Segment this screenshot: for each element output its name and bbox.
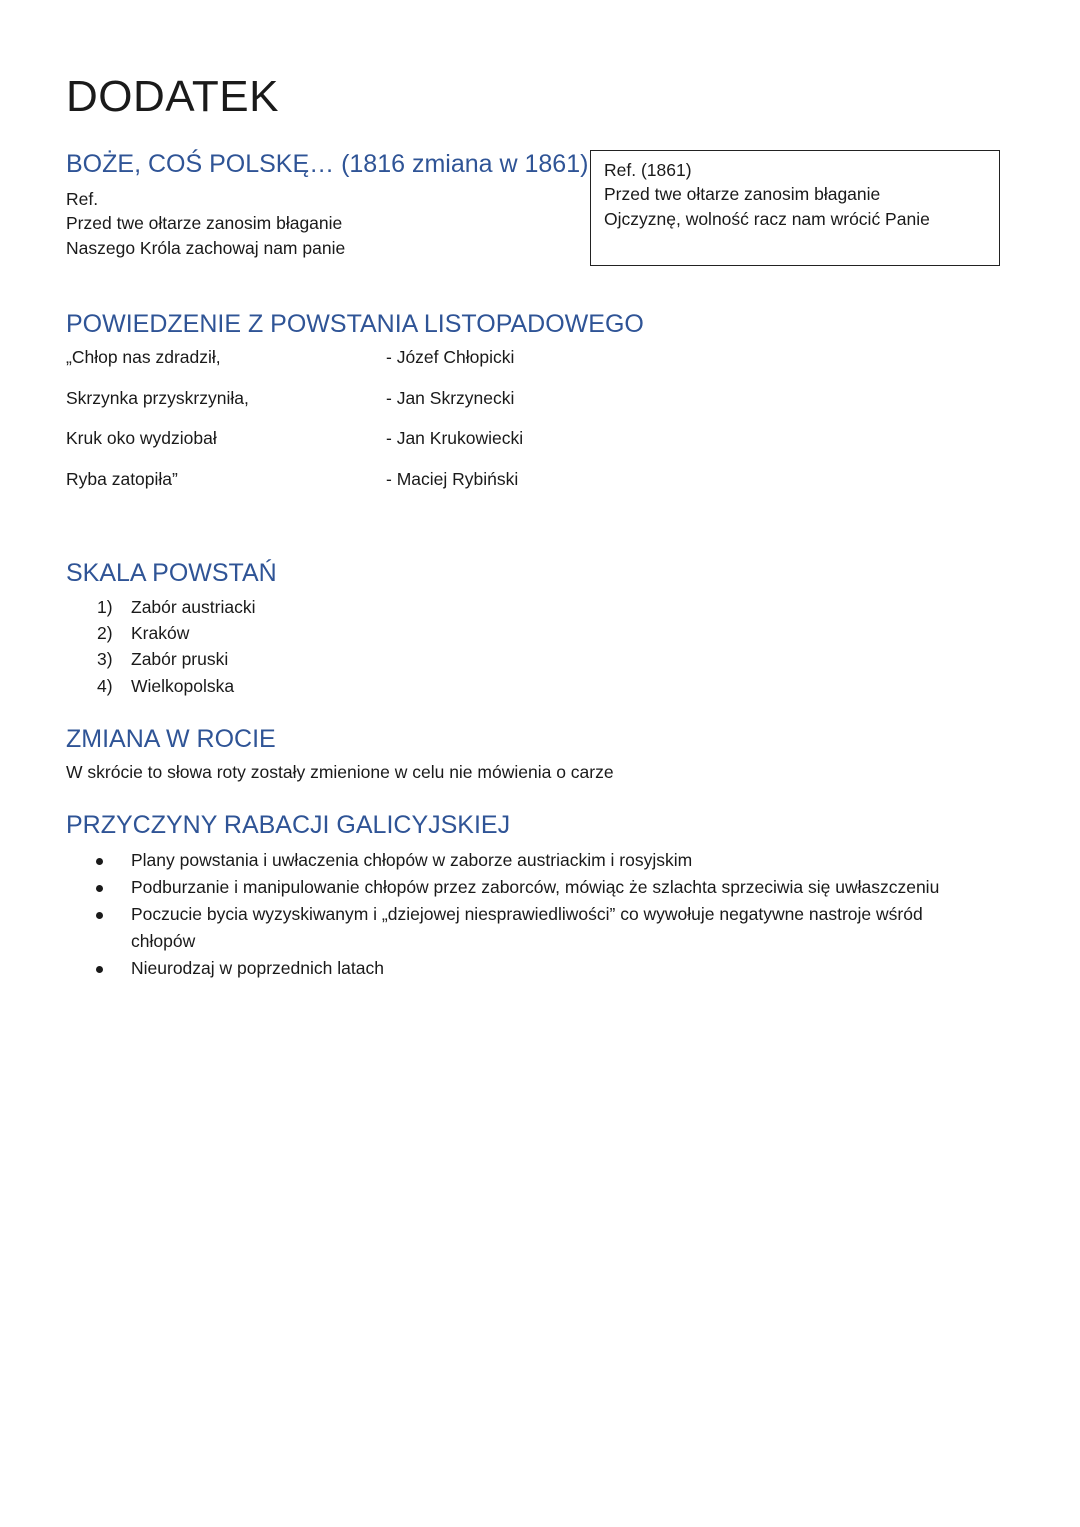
causes-list <box>96 847 996 982</box>
box-line: Przed twe ołtarze zanosim błaganie <box>604 184 881 204</box>
box-line: Ref. (1861) <box>604 160 692 180</box>
scale-list <box>97 594 256 699</box>
causes-heading: PRZYCZYNY RABACJI GALICYJSKIEJ <box>66 811 511 839</box>
bullet-icon <box>96 847 131 874</box>
change-text: W skrócie to słowa roty zostały zmienione w celu nie mówienia o carze <box>66 762 614 782</box>
saying-line: Kruk oko wydziobał <box>66 428 217 448</box>
anthem-line: Ref. <box>66 189 99 209</box>
list-item: Nieurodzaj w poprzednich latach <box>96 955 996 982</box>
refrain-1861-box <box>590 150 1000 266</box>
list-item: Podburzanie i manipulowanie chłopów przez zaborców, mówiąc że szlachta sprzeciwia się uwłaszczeniu <box>96 874 996 901</box>
list-item: Poczucie bycia wyzyskiwanym i „dziejowej niesprawiedliwości” co wywołuje negatywne nastroje wśród chłopów <box>96 901 996 955</box>
saying-heading: POWIEDZENIE Z POWSTANIA LISTOPADOWEGO <box>66 310 644 338</box>
bullet-icon <box>96 955 131 982</box>
list-item: 1) Zabór austriacki <box>97 596 256 617</box>
saying-line: Ryba zatopiła” <box>66 469 178 489</box>
scale-heading: SKALA POWSTAŃ <box>66 559 277 587</box>
list-item: 4) Wielkopolska <box>97 675 235 696</box>
list-item: 3) Zabór pruski <box>97 649 229 670</box>
change-heading: ZMIANA W ROCIE <box>66 725 276 753</box>
list-item: 2) Kraków <box>97 622 190 643</box>
saying-author: - Józef Chłopicki <box>386 347 515 367</box>
list-item: Plany powstania i uwłaczenia chłopów w zaborze austriackim i rosyjskim <box>96 847 996 874</box>
saying-line: Skrzynka przyskrzyniła, <box>66 388 249 408</box>
saying-author: - Maciej Rybiński <box>386 469 519 489</box>
saying-author: - Jan Skrzynecki <box>386 388 515 408</box>
bullet-icon <box>96 901 131 955</box>
anthem-line: Przed twe ołtarze zanosim błaganie <box>66 213 343 233</box>
anthem-line: Naszego Króla zachowaj nam panie <box>66 238 346 258</box>
saying-line: „Chłop nas zdradził, <box>66 347 221 367</box>
bullet-icon <box>96 874 131 901</box>
page-title: DODATEK <box>66 72 279 121</box>
box-line: Ojczyznę, wolność racz nam wrócić Panie <box>604 209 930 229</box>
anthem-heading: BOŻE, COŚ POLSKĘ… (1816 zmiana w 1861) <box>66 150 589 178</box>
saying-author: - Jan Krukowiecki <box>386 428 524 448</box>
